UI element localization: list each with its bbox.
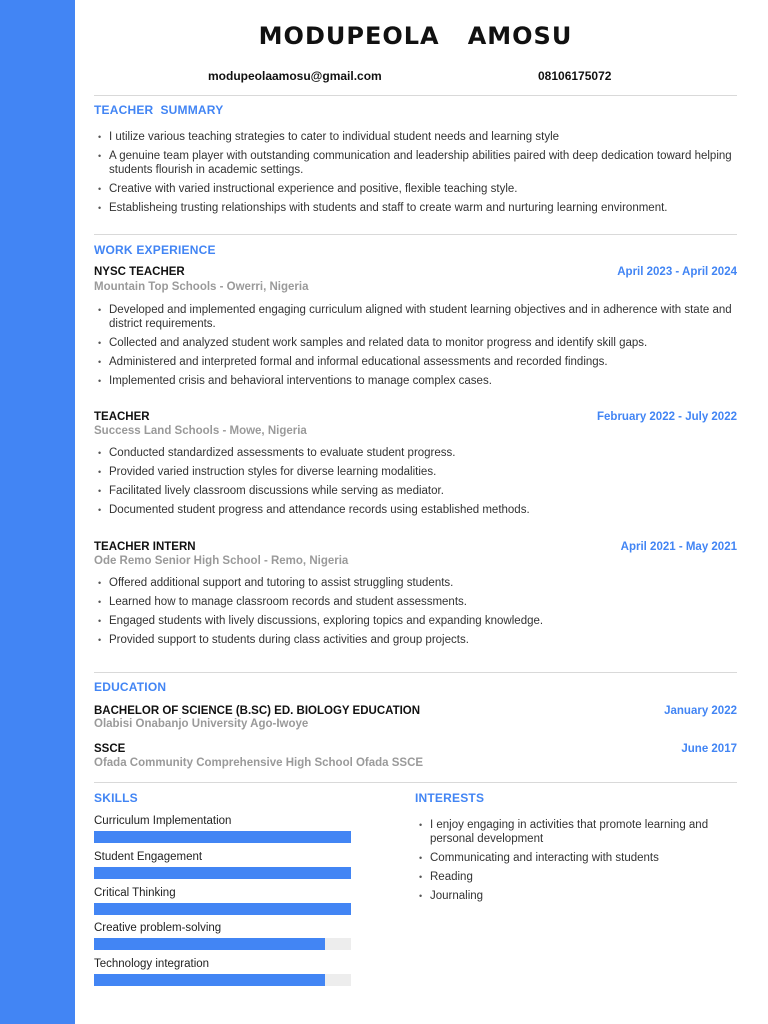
job-duties-list — [94, 303, 737, 393]
summary-item: • A genuine team player with outstanding communication and leadership abilities paired with deep dedication toward helping students flourish in academic settings. — [94, 149, 737, 177]
skill-bar-track — [94, 938, 351, 950]
summary-item: • Establisheing trusting relationships with students and staff to create warm and nurturing learning environment. — [94, 201, 737, 215]
accent-sidebar — [0, 0, 75, 1024]
job-organization: Success Land Schools - Mowe, Nigeria — [94, 425, 307, 437]
summary-heading: TEACHER SUMMARY — [94, 103, 224, 117]
job-duty: • Implemented crisis and behavioral interventions to manage complex cases. — [94, 374, 737, 388]
interest-item: • Communicating and interacting with students — [415, 851, 715, 865]
skill-bar-fill — [94, 903, 351, 915]
experience-heading: WORK EXPERIENCE — [94, 243, 216, 257]
job-duty: • Provided varied instruction styles for diverse learning modalities. — [94, 465, 737, 479]
skill-item — [94, 922, 351, 950]
skill-bar-track — [94, 903, 351, 915]
skill-bar-track — [94, 867, 351, 879]
job-duties-list — [94, 576, 737, 652]
interest-item: • Journaling — [415, 889, 715, 903]
job-duty: • Engaged students with lively discussions, exploring topics and expanding knowledge. — [94, 614, 737, 628]
skill-item — [94, 851, 351, 879]
job-title: TEACHER — [94, 411, 150, 423]
degree-date: June 2017 — [681, 743, 737, 755]
skill-label: Critical Thinking — [94, 887, 176, 899]
job-title: NYSC TEACHER — [94, 266, 185, 278]
job-title: TEACHER INTERN — [94, 541, 196, 553]
skill-item — [94, 815, 351, 843]
skills-heading: SKILLS — [94, 791, 138, 805]
degree-date: January 2022 — [664, 705, 737, 717]
job-dates: April 2023 - April 2024 — [617, 266, 737, 278]
phone-number: 08106175072 — [538, 69, 612, 83]
job-dates: February 2022 - July 2022 — [597, 411, 737, 423]
skill-label: Student Engagement — [94, 851, 203, 863]
degree-title: SSCE — [94, 743, 126, 755]
degree-title: BACHELOR OF SCIENCE (B.SC) ED. BIOLOGY EDUCATION — [94, 705, 421, 717]
skill-label: Curriculum Implementation — [94, 815, 232, 827]
school-name: Olabisi Onabanjo University Ago-Iwoye — [94, 718, 309, 730]
job-organization: Ode Remo Senior High School - Remo, Nigeria — [94, 555, 349, 567]
job-duty: • Documented student progress and attendance records using established methods. — [94, 503, 737, 517]
skill-label: Technology integration — [94, 958, 210, 970]
interest-item: • Reading — [415, 870, 715, 884]
divider — [94, 672, 737, 673]
job-duty: • Offered additional support and tutoring to assist struggling students. — [94, 576, 737, 590]
job-duty: • Developed and implemented engaging curriculum aligned with student learning objectives and in adherence with state and district requirements. — [94, 303, 737, 331]
summary-list — [94, 130, 737, 220]
candidate-name: MODUPEOLA AMOSU — [258, 22, 573, 50]
divider — [94, 782, 737, 783]
skill-bar-track — [94, 974, 351, 986]
skill-bar-fill — [94, 831, 351, 843]
skill-label: Creative problem-solving — [94, 922, 222, 934]
job-duty: • Administered and interpreted formal and informal educational assessments and recorded findings. — [94, 355, 737, 369]
job-organization: Mountain Top Schools - Owerri, Nigeria — [94, 281, 309, 293]
education-heading: EDUCATION — [94, 680, 167, 694]
job-duty: • Collected and analyzed student work samples and related data to monitor progress and identify skill gaps. — [94, 336, 737, 350]
job-duty: • Conducted standardized assessments to evaluate student progress. — [94, 446, 737, 460]
skill-bar-track — [94, 831, 351, 843]
interests-heading: INTERESTS — [415, 791, 485, 805]
job-duty: • Facilitated lively classroom discussions while serving as mediator. — [94, 484, 737, 498]
divider — [94, 95, 737, 96]
skill-item — [94, 958, 351, 986]
skill-bar-fill — [94, 938, 325, 950]
email-link[interactable]: modupeolaamosu@gmail.com — [208, 69, 382, 83]
divider — [94, 234, 737, 235]
job-duty: • Provided support to students during class activities and group projects. — [94, 633, 737, 647]
job-dates: April 2021 - May 2021 — [620, 541, 737, 553]
summary-item: • I utilize various teaching strategies to cater to individual student needs and learning style — [94, 130, 737, 144]
skill-bar-fill — [94, 867, 351, 879]
summary-item: • Creative with varied instructional experience and positive, flexible teaching style. — [94, 182, 737, 196]
interest-item: • I enjoy engaging in activities that promote learning and personal development — [415, 818, 715, 846]
skill-item — [94, 887, 351, 915]
interests-list — [415, 818, 715, 908]
job-duty: • Learned how to manage classroom records and student assessments. — [94, 595, 737, 609]
school-name: Ofada Community Comprehensive High School Ofada SSCE — [94, 757, 424, 769]
job-duties-list — [94, 446, 737, 522]
skill-bar-fill — [94, 974, 325, 986]
